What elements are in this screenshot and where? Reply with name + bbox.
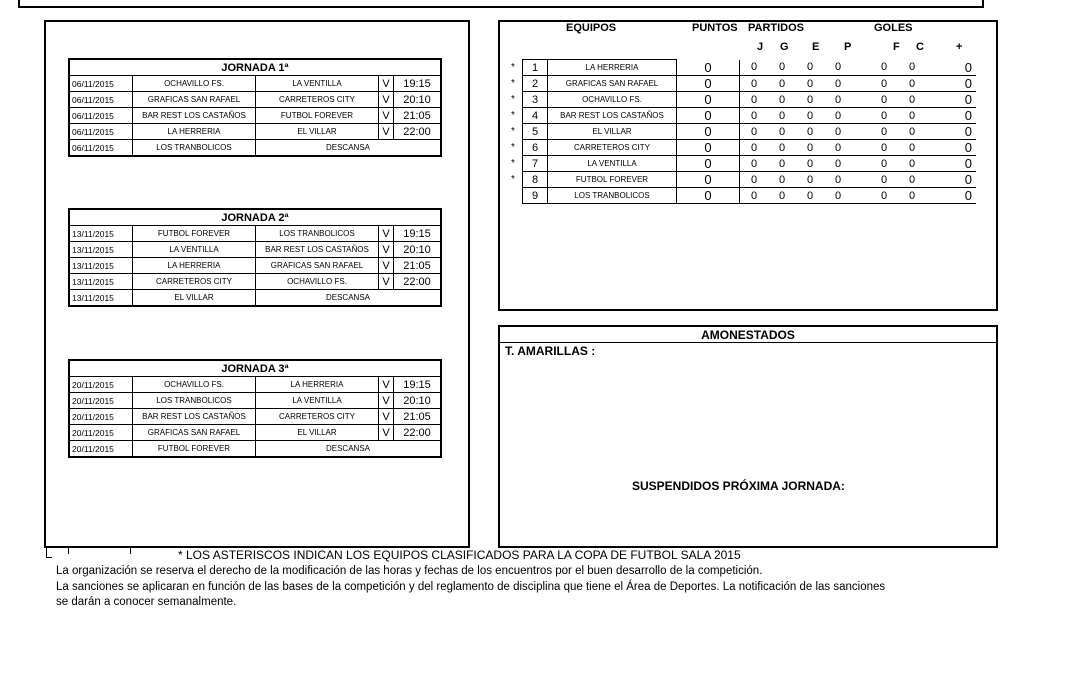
home-team: GRAFICAS SAN RAFAEL	[133, 92, 256, 108]
table-row	[69, 274, 441, 290]
match-time: 21:05	[394, 258, 442, 274]
points: 0	[677, 172, 740, 188]
goals-for: 0	[870, 172, 898, 188]
versus: V	[379, 425, 394, 441]
drawn: 0	[796, 76, 824, 92]
spacer	[852, 60, 870, 76]
won: 0	[768, 172, 796, 188]
goal-diff: 0	[926, 172, 976, 188]
rest-team: EL VILLAR	[133, 290, 256, 307]
table-row	[504, 140, 976, 156]
match-time: 20:10	[394, 393, 442, 409]
points: 0	[677, 140, 740, 156]
drawn: 0	[796, 60, 824, 76]
position: 8	[523, 172, 548, 188]
jornada-title: JORNADA 2ª	[69, 209, 441, 226]
suspendidos-label: SUSPENDIDOS PRÓXIMA JORNADA:	[632, 479, 845, 493]
team-name: GRAFICAS SAN RAFAEL	[548, 76, 677, 92]
goals-against: 0	[898, 156, 926, 172]
header-c: C	[916, 41, 924, 53]
table-row	[69, 92, 441, 108]
away-team: OCHAVILLO FS.	[256, 274, 379, 290]
won: 0	[768, 156, 796, 172]
won: 0	[768, 92, 796, 108]
home-team: LA HERRERIA	[133, 258, 256, 274]
played: 0	[740, 156, 769, 172]
table-row	[504, 60, 976, 76]
won: 0	[768, 140, 796, 156]
versus: V	[379, 393, 394, 409]
goal-diff: 0	[926, 124, 976, 140]
spacer	[852, 140, 870, 156]
standings-table	[504, 59, 976, 204]
asterisk	[504, 188, 523, 204]
drawn: 0	[796, 156, 824, 172]
goal-diff: 0	[926, 140, 976, 156]
match-date: 06/11/2015	[69, 92, 133, 108]
lost: 0	[824, 156, 852, 172]
home-team: CARRETEROS CITY	[133, 274, 256, 290]
team-name: OCHAVILLO FS.	[548, 92, 677, 108]
position: 3	[523, 92, 548, 108]
goal-diff: 0	[926, 156, 976, 172]
goals-for: 0	[870, 92, 898, 108]
spacer	[852, 156, 870, 172]
header-f: F	[893, 41, 900, 53]
footer-line-1: La organización se reserva el derecho de la modificación de las horas y fechas de los encuentros por el buen desarrollo de la competición.	[56, 565, 763, 577]
asterisk: *	[511, 78, 515, 89]
away-team: LOS TRANBOLICOS	[256, 226, 379, 242]
header-e: E	[812, 41, 820, 53]
won: 0	[768, 60, 796, 76]
home-team: OCHAVILLO FS.	[133, 377, 256, 393]
versus: V	[379, 274, 394, 290]
rest-label: DESCANSA	[256, 441, 442, 458]
versus: V	[379, 377, 394, 393]
points: 0	[677, 188, 740, 204]
points: 0	[677, 76, 740, 92]
match-date: 13/11/2015	[69, 274, 133, 290]
table-row	[69, 377, 441, 393]
team-name: BAR REST LOS CASTAÑOS	[548, 108, 677, 124]
match-date: 20/11/2015	[69, 441, 133, 458]
lost: 0	[824, 140, 852, 156]
goal-diff: 0	[926, 76, 976, 92]
home-team: BAR REST LOS CASTAÑOS	[133, 409, 256, 425]
jornada-title: JORNADA 3ª	[69, 360, 441, 377]
goals-for: 0	[870, 140, 898, 156]
asterisk: *	[511, 174, 515, 185]
goals-against: 0	[898, 76, 926, 92]
table-row	[504, 92, 976, 108]
away-team: LA VENTILLA	[256, 76, 379, 92]
versus: V	[379, 226, 394, 242]
lost: 0	[824, 92, 852, 108]
versus: V	[379, 124, 394, 140]
home-team: OCHAVILLO FS.	[133, 76, 256, 92]
goal-diff: 0	[926, 188, 976, 204]
home-team: LOS TRANBOLICOS	[133, 393, 256, 409]
match-date: 13/11/2015	[69, 290, 133, 307]
table-row	[69, 76, 441, 92]
position: 5	[523, 124, 548, 140]
goals-against: 0	[898, 92, 926, 108]
title-box	[18, 0, 984, 8]
header-puntos: PUNTOS	[692, 22, 738, 34]
rest-row	[69, 140, 441, 157]
goals-against: 0	[898, 60, 926, 76]
asterisk-note: * LOS ASTERISCOS INDICAN LOS EQUIPOS CLASIFICADOS PARA LA COPA DE FUTBOL SALA 2015	[178, 548, 741, 562]
header-g: G	[780, 41, 789, 53]
played: 0	[740, 60, 769, 76]
lost: 0	[824, 60, 852, 76]
rest-team: FUTBOL FOREVER	[133, 441, 256, 458]
amonestados-title: AMONESTADOS	[500, 328, 996, 343]
match-time: 19:15	[394, 377, 442, 393]
jornada-title: JORNADA 1ª	[69, 59, 441, 76]
rest-label: DESCANSA	[256, 140, 442, 157]
home-team: GRAFICAS SAN RAFAEL	[133, 425, 256, 441]
jornada-2-table	[68, 208, 442, 307]
league-title	[20, 0, 982, 1]
away-team: FUTBOL FOREVER	[256, 108, 379, 124]
match-date: 13/11/2015	[69, 226, 133, 242]
spacer	[852, 188, 870, 204]
goals-for: 0	[870, 76, 898, 92]
table-row	[504, 188, 976, 204]
away-team: EL VILLAR	[256, 425, 379, 441]
position: 9	[523, 188, 548, 204]
match-time: 22:00	[394, 274, 442, 290]
versus: V	[379, 242, 394, 258]
goal-diff: 0	[926, 108, 976, 124]
table-row	[69, 242, 441, 258]
team-name: EL VILLAR	[548, 124, 677, 140]
versus: V	[379, 108, 394, 124]
match-time: 19:15	[394, 226, 442, 242]
home-team: LA VENTILLA	[133, 242, 256, 258]
played: 0	[740, 76, 769, 92]
points: 0	[677, 124, 740, 140]
rest-row	[69, 441, 441, 458]
rest-row	[69, 290, 441, 307]
drawn: 0	[796, 92, 824, 108]
goals-against: 0	[898, 140, 926, 156]
played: 0	[740, 172, 769, 188]
amarillas-label: T. AMARILLAS :	[505, 344, 596, 358]
drawn: 0	[796, 124, 824, 140]
match-time: 22:00	[394, 124, 442, 140]
spacer	[852, 108, 870, 124]
asterisk: *	[511, 126, 515, 137]
drawn: 0	[796, 108, 824, 124]
match-date: 06/11/2015	[69, 124, 133, 140]
goals-for: 0	[870, 108, 898, 124]
spacer	[852, 92, 870, 108]
position: 7	[523, 156, 548, 172]
away-team: CARRETEROS CITY	[256, 92, 379, 108]
position: 1	[523, 60, 548, 76]
goals-against: 0	[898, 188, 926, 204]
match-date: 20/11/2015	[69, 425, 133, 441]
match-date: 13/11/2015	[69, 258, 133, 274]
away-team: LA VENTILLA	[256, 393, 379, 409]
spacer	[852, 172, 870, 188]
played: 0	[740, 188, 769, 204]
team-name: FUTBOL FOREVER	[548, 172, 677, 188]
away-team: LA HERRERIA	[256, 377, 379, 393]
match-date: 20/11/2015	[69, 393, 133, 409]
won: 0	[768, 188, 796, 204]
played: 0	[740, 92, 769, 108]
spacer	[852, 124, 870, 140]
match-date: 13/11/2015	[69, 242, 133, 258]
amonestados-panel	[498, 325, 998, 548]
jornada-3-table	[68, 359, 442, 458]
goals-against: 0	[898, 108, 926, 124]
match-date: 06/11/2015	[69, 76, 133, 92]
position: 4	[523, 108, 548, 124]
position: 2	[523, 76, 548, 92]
table-row	[69, 393, 441, 409]
lost: 0	[824, 124, 852, 140]
away-team: EL VILLAR	[256, 124, 379, 140]
table-row	[504, 124, 976, 140]
header-j: J	[757, 41, 764, 53]
header-goles: GOLES	[874, 22, 913, 34]
won: 0	[768, 76, 796, 92]
match-time: 19:15	[394, 76, 442, 92]
drawn: 0	[796, 172, 824, 188]
played: 0	[740, 108, 769, 124]
goal-diff: 0	[926, 92, 976, 108]
team-name: LA HERRERIA	[548, 60, 677, 76]
away-team: BAR REST LOS CASTAÑOS	[256, 242, 379, 258]
versus: V	[379, 92, 394, 108]
drawn: 0	[796, 188, 824, 204]
asterisk: *	[511, 94, 515, 105]
table-row	[504, 108, 976, 124]
won: 0	[768, 108, 796, 124]
table-row	[69, 258, 441, 274]
table-row	[69, 425, 441, 441]
points: 0	[677, 156, 740, 172]
table-row	[504, 172, 976, 188]
goals-for: 0	[870, 60, 898, 76]
lost: 0	[824, 188, 852, 204]
match-date: 06/11/2015	[69, 108, 133, 124]
match-time: 20:10	[394, 92, 442, 108]
goal-diff: 0	[926, 60, 976, 76]
goals-against: 0	[898, 172, 926, 188]
team-name: LOS TRANBOLICOS	[548, 188, 677, 204]
match-date: 20/11/2015	[69, 377, 133, 393]
position: 6	[523, 140, 548, 156]
match-time: 21:05	[394, 409, 442, 425]
won: 0	[768, 124, 796, 140]
table-row	[504, 156, 976, 172]
footer-marks	[46, 548, 136, 558]
footer-line-2: La sanciones se aplicaran en función de las bases de la competición y del reglamento de disciplina que tiene el Área de Deportes. La notificación de las sanciones	[56, 581, 886, 593]
rest-team: LOS TRANBOLICOS	[133, 140, 256, 157]
played: 0	[740, 140, 769, 156]
drawn: 0	[796, 140, 824, 156]
lost: 0	[824, 108, 852, 124]
team-name: CARRETEROS CITY	[548, 140, 677, 156]
versus: V	[379, 76, 394, 92]
match-date: 20/11/2015	[69, 409, 133, 425]
points: 0	[677, 60, 740, 76]
asterisk: *	[511, 110, 515, 121]
home-team: BAR REST LOS CASTAÑOS	[133, 108, 256, 124]
lost: 0	[824, 76, 852, 92]
away-team: GRAFICAS SAN RAFAEL	[256, 258, 379, 274]
table-row	[504, 76, 976, 92]
versus: V	[379, 409, 394, 425]
home-team: FUTBOL FOREVER	[133, 226, 256, 242]
header-equipos: EQUIPOS	[566, 22, 617, 34]
versus: V	[379, 258, 394, 274]
match-time: 21:05	[394, 108, 442, 124]
asterisk: *	[511, 158, 515, 169]
asterisk: *	[511, 62, 515, 73]
table-row	[69, 226, 441, 242]
played: 0	[740, 124, 769, 140]
jornada-1-table	[68, 58, 442, 157]
header-p: P	[844, 41, 852, 53]
table-row	[69, 108, 441, 124]
team-name: LA VENTILLA	[548, 156, 677, 172]
footer-line-3: se darán a conocer semanalmente.	[56, 596, 237, 608]
goals-for: 0	[870, 156, 898, 172]
header-partidos: PARTIDOS	[748, 22, 805, 34]
home-team: LA HERRERIA	[133, 124, 256, 140]
goals-against: 0	[898, 124, 926, 140]
goals-for: 0	[870, 124, 898, 140]
table-row	[69, 124, 441, 140]
spacer	[852, 76, 870, 92]
points: 0	[677, 92, 740, 108]
points: 0	[677, 108, 740, 124]
lost: 0	[824, 172, 852, 188]
away-team: CARRETEROS CITY	[256, 409, 379, 425]
header-plus: +	[956, 41, 963, 53]
goals-for: 0	[870, 188, 898, 204]
table-row	[69, 409, 441, 425]
asterisk: *	[511, 142, 515, 153]
rest-label: DESCANSA	[256, 290, 442, 307]
match-date: 06/11/2015	[69, 140, 133, 157]
match-time: 20:10	[394, 242, 442, 258]
match-time: 22:00	[394, 425, 442, 441]
